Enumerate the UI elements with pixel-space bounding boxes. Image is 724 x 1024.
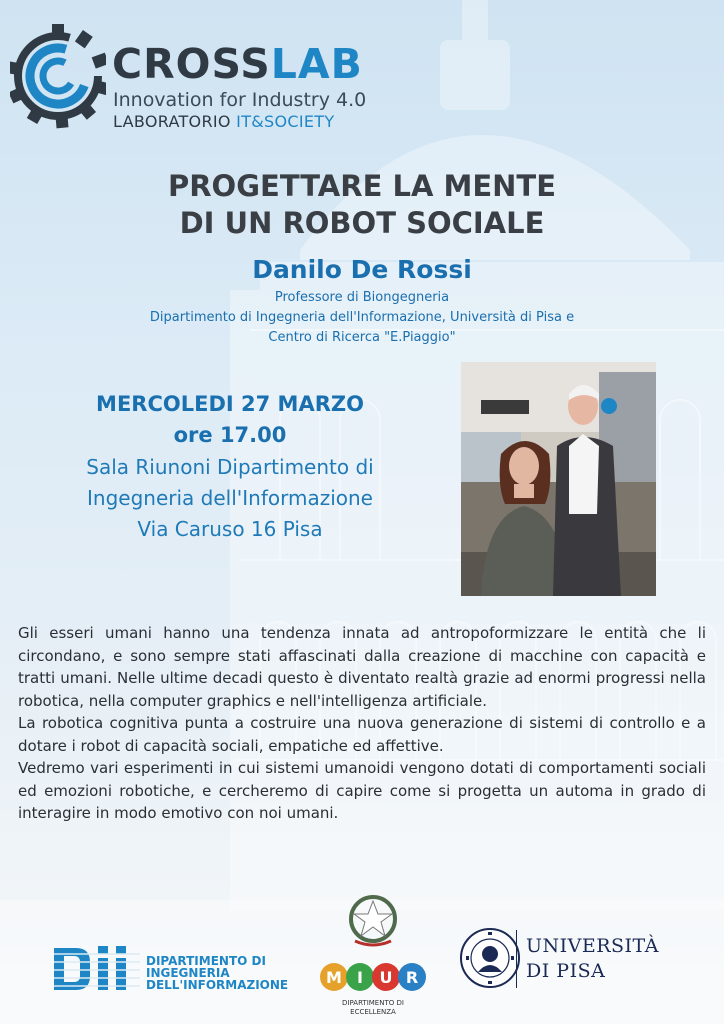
svg-text:R: R bbox=[405, 968, 419, 987]
event-venue bbox=[20, 452, 440, 545]
miur-caption-line-1: DIPARTIMENTO DI bbox=[342, 999, 404, 1007]
lab-name bbox=[113, 114, 334, 130]
event-description bbox=[18, 622, 706, 825]
unipi-name-line-1: UNIVERSITÀ bbox=[526, 935, 659, 957]
description-paragraph-1: Gli esseri umani hanno una tendenza innata ad antropoformizzare le entità che li circondano, e sono sempre stati affascinati dalla creazione di macchine con capacità e tratti umani. Nelle ultime decadi questo è diventato realtà grazie ad enormi progressi nella robotica, nella computer graphics e nell'intelligenza artificiale. bbox=[18, 624, 706, 710]
venue-line-3: Via Caruso 16 Pisa bbox=[137, 517, 323, 541]
miur-logo-icon bbox=[318, 957, 428, 997]
lab-accent: IT&SOCIETY bbox=[236, 112, 335, 131]
speaker-robot-photo bbox=[461, 362, 656, 596]
italian-emblem-icon bbox=[347, 893, 399, 949]
speaker-affiliation bbox=[0, 288, 724, 348]
miur-caption-line-2: ECCELLENZA bbox=[350, 1008, 396, 1016]
event-date: MERCOLEDI 27 MARZO bbox=[96, 392, 364, 416]
unipi-seal-icon bbox=[458, 926, 522, 990]
event-time: ore 17.00 bbox=[173, 423, 287, 447]
unipi-divider bbox=[516, 930, 517, 988]
brand-part-lab: LAB bbox=[270, 40, 363, 88]
lab-prefix: LABORATORIO bbox=[113, 112, 237, 131]
crosslab-gear-icon bbox=[10, 16, 106, 138]
venue-line-1: Sala Riunoni Dipartimento di bbox=[86, 455, 374, 479]
dii-logo-icon bbox=[54, 942, 140, 992]
title-line-2: DI UN ROBOT SOCIALE bbox=[179, 206, 545, 240]
dii-line-2: INGEGNERIA bbox=[146, 966, 230, 980]
svg-text:M: M bbox=[326, 968, 342, 987]
affiliation-line-1: Dipartimento di Ingegneria dell'Informazione, Università di Pisa e bbox=[149, 310, 575, 325]
dii-name bbox=[146, 955, 288, 991]
speaker-role: Professore di Biongegneria bbox=[274, 290, 450, 305]
speaker-name: Danilo De Rossi bbox=[252, 255, 472, 284]
brand-part-cross: CROSS bbox=[112, 40, 271, 88]
description-paragraph-2: La robotica cognitiva punta a costruire una nuova generazione di sistemi di controllo e a dotare i robot di capacità sociali, empatiche ed affettive. bbox=[18, 714, 706, 755]
dii-line-1: DIPARTIMENTO DI bbox=[146, 954, 266, 968]
venue-line-2: Ingegneria dell'Informazione bbox=[87, 486, 373, 510]
brand-tagline: Innovation for Industry 4.0 bbox=[113, 89, 367, 111]
dii-line-3: DELL'INFORMAZIONE bbox=[146, 978, 289, 992]
brand-name bbox=[112, 40, 363, 88]
miur-caption bbox=[318, 999, 428, 1017]
event-title bbox=[0, 168, 724, 242]
svg-text:I: I bbox=[357, 968, 363, 987]
unipi-name-line-2: DI PISA bbox=[526, 960, 606, 982]
affiliation-line-2: Centro di Ricerca "E.Piaggio" bbox=[268, 330, 456, 345]
title-line-1: PROGETTARE LA MENTE bbox=[167, 169, 557, 203]
description-paragraph-3: Vedremo vari esperimenti in cui sistemi umanoidi vengono dotati di comportamenti sociali ed emozioni robotiche, e cercheremo di capire come si progetta un automa in grado di interagire in modo emotivo con noi umani. bbox=[18, 759, 706, 822]
svg-text:U: U bbox=[379, 968, 393, 987]
